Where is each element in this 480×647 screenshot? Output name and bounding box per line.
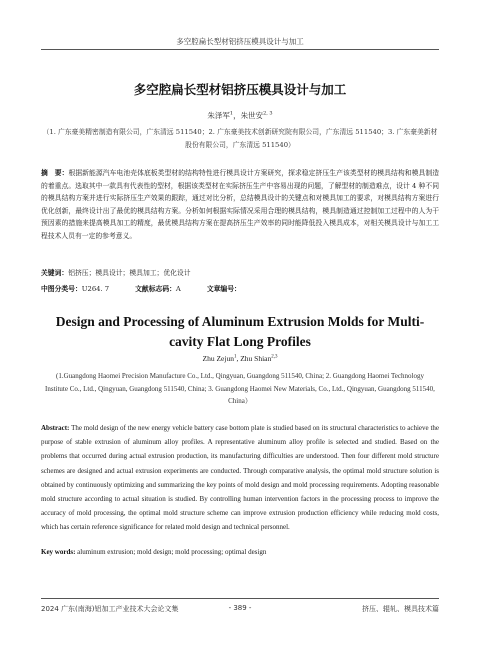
keywords-text: aluminum extrusion; mold design; mold processing; optimal design: [75, 548, 267, 556]
author-affil-mark: 2,3: [271, 354, 278, 360]
author-name: Zhu Shian: [240, 354, 272, 363]
english-title: Design and Processing of Aluminum Extrusion Molds for Multi-cavity Flat Long Profiles: [55, 314, 425, 349]
page-footer: [41, 604, 439, 616]
author-affil-mark: 1: [233, 354, 237, 360]
english-authors: [0, 354, 480, 363]
chinese-abstract: [41, 167, 439, 242]
author-affil-mark: 2, 3: [263, 110, 273, 117]
english-keywords: [41, 548, 439, 556]
doc-code-value: A: [175, 285, 181, 293]
abstract-label: 摘 要：: [41, 169, 69, 177]
author-name: Zhu Zejun: [202, 354, 234, 363]
author-affil-mark: 1: [229, 110, 234, 117]
clc-label: 中图分类号：: [41, 285, 82, 293]
chinese-title: 多空腔扁长型材铝挤压模具设计与加工: [133, 82, 347, 97]
chinese-authors: [0, 110, 480, 121]
doc-code-label: 文献标志码：: [135, 285, 176, 293]
author-separator: ,: [236, 354, 241, 363]
page-number: - 389 -: [228, 604, 252, 612]
author-name: 朱泽军: [207, 111, 230, 120]
keywords-label: Key words:: [41, 548, 76, 556]
clc-value: U264. 7: [81, 285, 110, 293]
keywords-label: 关键词：: [41, 269, 69, 277]
abstract-text: 根据新能源汽车电池壳体底板类型材的结构特性进行模具设计方案研究，探求稳定挤压生产该类型材的模具结构和模具制造的着重点。选取其中一款具有代表性的型材，根据该类型材在实际挤压生产中容易出现的问题，了解型材的制造难点，设计 4 种不同的模具结构方案并进行实际挤压生产效果的跟踪，通过对比分析，总结模具设计的关键点和对模具加工的要求，对模具结构方案进行优化创新，最终设计出了最优的模具结构方案。分析如何根据实际情况采用合理的模具结构，模具制造通过控制加工过程中的人为干预因素的措施来提高模具加工的精度，最优模具结构方案在提高挤压生产效率的同时能降低投入模具成本，对相关模具设计与加工工程技术人员有一定的参考意义。: [41, 169, 439, 240]
classification-line: [41, 283, 439, 293]
header-rule: [41, 49, 439, 50]
english-affiliation: (1.Guangdong Haomei Precision Manufacture Co., Ltd., Qingyuan, Guangdong 511540, China; 2. Guangdong Haomei Technology Institute Co., Ltd., Qingyuan, Guangdong 511540, China; 3. Guangdong Haomei New Materials, Co., Ltd., Qingyuan, Guangdong 511540, China）: [45, 372, 435, 405]
abstract-text: The mold design of the new energy vehicle battery case bottom plate is studied based on its structural characteristics to achieve the purpose of stable extrusion of aluminum alloy profiles. A representative aluminum alloy profile is selected and studied. Based on the problems that occurred during actual extrusion production, its manufacturing difficulties are understood. Then four different mold structure schemes are designed and actual extrusion experiments are conducted. Through comparative analysis, the optimal mold structure solution is obtained by continuously optimizing and summarizing the key points of mold design and mold processing requirements. Adopting reasonable mold structure according to actual situation is studied. By controlling human intervention factors in the processing process to improve the accuracy of mold processing, the optimal mold structure scheme can improve extrusion production efficiency while reducing mold costs, which has certain reference significance for related mold design and technical personnel.: [41, 424, 439, 532]
chinese-keywords: [41, 267, 439, 277]
footer-section: 挤压、辊轧、模具技术篇: [362, 605, 439, 613]
chinese-affiliation: （1. 广东豪美精密制造有限公司，广东清远 511540；2. 广东豪美技术创新研究院有限公司，广东清远 511540；3. 广东豪美新材股份有限公司，广东清远 511540）: [42, 128, 438, 149]
english-abstract: [41, 421, 439, 535]
author-separator: ，: [233, 111, 241, 120]
footer-rule: [41, 598, 439, 599]
running-head: 多空腔扁长型材铝挤压模具设计与加工: [176, 37, 304, 46]
abstract-label: Abstract:: [41, 424, 70, 432]
author-name: 朱世安: [240, 111, 264, 120]
footer-proceedings: 2024 广东(南海)铝加工产业技术大会论文集: [41, 605, 179, 613]
keywords-text: 铝挤压；模具设计；模具加工；优化设计: [68, 269, 191, 277]
article-number-label: 文章编号：: [206, 285, 241, 293]
